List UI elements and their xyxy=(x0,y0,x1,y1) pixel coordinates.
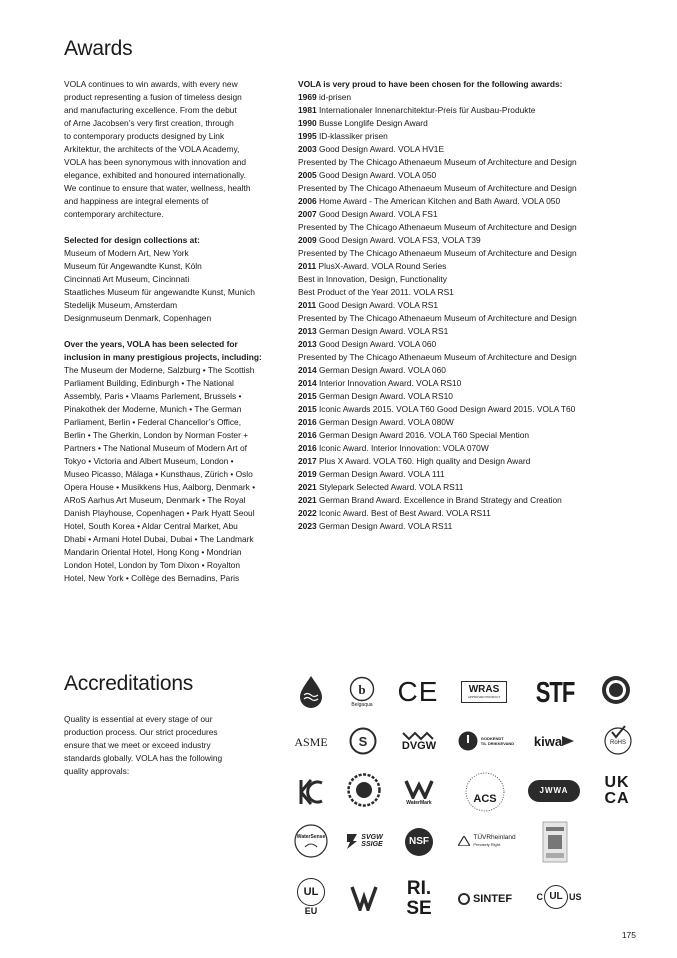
award-year: 2006 xyxy=(298,196,317,206)
awards-list-column xyxy=(298,78,638,533)
drinking-water-icon xyxy=(458,731,478,751)
rise-bottom: SE xyxy=(406,897,432,919)
ce-mark: CE xyxy=(397,676,439,707)
award-item xyxy=(298,169,638,182)
text-line: We continue to ensure that water, wellness, health xyxy=(64,183,251,193)
award-text: PlusX-Award. VOLA Round Series xyxy=(316,261,447,271)
award-text: Good Design Award. VOLA 060 xyxy=(316,339,437,349)
rating-label-logo xyxy=(540,820,570,864)
text-line: Museum of Modern Art, New York xyxy=(64,248,189,258)
certification-seal-icon xyxy=(601,675,631,705)
accreditations-title: Accreditations xyxy=(64,672,194,695)
text-line: Partners • The National Museum of Modern Art of xyxy=(64,443,247,453)
wras-logo xyxy=(461,681,507,703)
rohs-logo xyxy=(602,724,634,756)
tuv-label: TÜVRheinland xyxy=(473,834,516,842)
svg-text:S: S xyxy=(358,734,368,749)
kc-mark-icon xyxy=(298,777,324,807)
collections-heading: Selected for design collections at: xyxy=(64,235,200,245)
belgaqua-icon xyxy=(349,676,375,702)
award-text: Presented by The Chicago Athenaeum Museum of Architecture and Design xyxy=(298,157,577,167)
award-item xyxy=(298,416,638,429)
seal-logo xyxy=(600,674,632,706)
text-line: Stedelijk Museum, Amsterdam xyxy=(64,300,178,310)
watermark-logo xyxy=(398,776,440,808)
watersense-logo xyxy=(292,822,330,860)
text-line: inclusion in many prestigious projects, including: xyxy=(64,352,262,362)
tuv-sublabel: Precisely Right. xyxy=(473,841,502,847)
award-text: Good Design Award. VOLA 050 xyxy=(316,170,437,180)
text-line: Opera House • Musikkens Hus, Aalborg, Denmark • xyxy=(64,482,256,492)
award-year: 1981 xyxy=(298,105,317,115)
text-line: product representing a fusion of timeless design xyxy=(64,92,242,102)
stf-logo xyxy=(535,676,575,710)
award-year: 2016 xyxy=(298,417,317,427)
award-year: 1969 xyxy=(298,92,317,102)
award-item xyxy=(298,390,638,403)
kc-logo xyxy=(296,776,326,808)
text-line: London Hotel, London by Tom Dixon • Royalton xyxy=(64,560,240,570)
nsf-logo xyxy=(402,822,436,862)
award-text: Iconic Award. Best of Best Award. VOLA RS11 xyxy=(316,508,491,518)
award-text: Good Design Award. VOLA FS1 xyxy=(316,209,438,219)
dvgw-label: DVGW xyxy=(401,739,437,752)
award-year: 2014 xyxy=(298,365,317,375)
award-item xyxy=(298,247,638,260)
svg-text:b: b xyxy=(358,682,366,697)
award-text: German Design Award. VOLA 060 xyxy=(316,365,446,375)
award-item xyxy=(298,221,638,234)
award-text: Good Design Award. VOLA HV1E xyxy=(316,144,445,154)
stf-label: STF xyxy=(535,676,575,709)
text-line: Quality is essential at every stage of our xyxy=(64,714,213,724)
award-year: 2013 xyxy=(298,326,317,336)
text-line: elegance, exhibited and honoured internationally. xyxy=(64,170,246,180)
text-line: VOLA continues to win awards, with every new xyxy=(64,79,238,89)
text-line: to contemporary products designed by Link xyxy=(64,131,225,141)
text-line: quality approvals: xyxy=(64,766,130,776)
asme-label: ASME xyxy=(294,735,328,749)
award-text: ID-klassiker prisen xyxy=(316,131,388,141)
jwwa-label: JWWA xyxy=(539,786,569,795)
svgw-mark-icon xyxy=(345,832,359,850)
award-year: 2019 xyxy=(298,469,317,479)
text-line: Staatliches Museum für angewandte Kunst, Munich xyxy=(64,287,255,297)
godkendt-sublabel: TIL DRIKKEVAND xyxy=(480,740,515,746)
svgw-sublabel: SSIGE xyxy=(361,841,383,848)
projects-heading xyxy=(64,338,289,364)
award-text: Internationaler Innenarchitektur-Preis für Ausbau-Produkte xyxy=(316,105,536,115)
text-line: Cincinnati Art Museum, Cincinnati xyxy=(64,274,190,284)
award-year: 2015 xyxy=(298,391,317,401)
award-text: German Design Award. VOLA RS11 xyxy=(316,521,453,531)
text-line: Museo Picasso, Málaga • Kunsthaus, Zürich • Oslo xyxy=(64,469,253,479)
round-seal-logo xyxy=(346,772,382,808)
text-line: ARoS Aarhus Art Museum, Denmark • The Royal xyxy=(64,495,246,505)
ul-eu-label: EU xyxy=(304,906,318,916)
award-year: 2013 xyxy=(298,339,317,349)
award-text: Presented by The Chicago Athenaeum Museum of Architecture and Design xyxy=(298,352,577,362)
award-text: Best Product of the Year 2011. VOLA RS1 xyxy=(298,287,454,297)
ukca-bottom: CA xyxy=(604,790,630,807)
rise-top: RI. xyxy=(406,877,432,899)
water-supplies-icon xyxy=(350,885,378,911)
text-line: of Arne Jacobsen’s very first creation, through xyxy=(64,118,234,128)
tuv-triangle-icon xyxy=(458,836,470,846)
award-text: Home Award - The American Kitchen and Bath Award. VOLA 050 xyxy=(316,196,561,206)
award-year: 2022 xyxy=(298,508,317,518)
award-item xyxy=(298,182,638,195)
watersense-label: WaterSense xyxy=(296,833,326,840)
dvgw-wave-icon xyxy=(401,731,437,741)
jwwa-logo xyxy=(528,780,580,802)
award-item xyxy=(298,442,638,455)
rise-logo xyxy=(402,876,436,920)
watermark-label: WaterMark xyxy=(406,799,432,806)
water-supplies-logo xyxy=(346,880,382,916)
award-item xyxy=(298,481,638,494)
ul-eu-ul: UL xyxy=(303,885,319,898)
text-line: contemporary architecture. xyxy=(64,209,164,219)
award-item xyxy=(298,455,638,468)
award-item xyxy=(298,494,638,507)
award-text: Presented by The Chicago Athenaeum Museum of Architecture and Design xyxy=(298,183,577,193)
award-item xyxy=(298,91,638,104)
award-text: German Brand Award. Excellence in Brand Strategy and Creation xyxy=(316,495,562,505)
award-item xyxy=(298,286,638,299)
round-seal-icon xyxy=(347,773,381,807)
text-line: production process. Our strict procedures xyxy=(64,727,218,737)
ukca-logo xyxy=(600,774,634,808)
text-line: Over the years, VOLA has been selected for xyxy=(64,339,238,349)
wras-sublabel: APPROVED PRODUCT xyxy=(467,695,501,699)
sintef-logo xyxy=(452,890,518,908)
csa-icon xyxy=(349,727,377,755)
award-item xyxy=(298,208,638,221)
award-year: 1995 xyxy=(298,131,317,141)
text-line: Parliament, Berlin • Federal Chancellor’s Office, xyxy=(64,417,242,427)
rating-label-icon xyxy=(542,821,568,863)
text-line: Arkitektur, the architects of the VOLA Academy, xyxy=(64,144,240,154)
belgaqua-label: Belgaqua xyxy=(351,702,373,708)
text-line: Mandarin Oriental Hotel, Hong Kong • Mondrian xyxy=(64,547,242,557)
tuv-logo xyxy=(452,832,522,850)
text-line: Museum für Angewandte Kunst, Köln xyxy=(64,261,202,271)
award-item xyxy=(298,377,638,390)
water-drop-icon xyxy=(298,675,324,709)
award-item xyxy=(298,130,638,143)
acs-logo xyxy=(463,770,507,814)
award-year: 2011 xyxy=(298,261,317,271)
acs-label: ACS xyxy=(473,792,497,805)
text-line: standards globally. VOLA has the following xyxy=(64,753,223,763)
accreditations-text xyxy=(64,713,274,778)
cul-us: US xyxy=(568,891,582,902)
text-line: Pinakothek der Moderne, Munich • The German xyxy=(64,404,242,414)
dvgw-logo xyxy=(398,728,440,754)
award-text: Interior Innovation Award. VOLA RS10 xyxy=(316,378,462,388)
sintef-label: SINTEF xyxy=(472,892,513,905)
text-line: Hotel, New York • Collège des Bernadins, Paris xyxy=(64,573,240,583)
award-year: 2014 xyxy=(298,378,317,388)
ukca-top: UK xyxy=(604,774,630,791)
text-line: Tokyo • Victoria and Albert Museum, London • xyxy=(64,456,234,466)
award-item xyxy=(298,520,638,533)
award-year: 2015 xyxy=(298,404,317,414)
award-item xyxy=(298,403,638,416)
award-item xyxy=(298,104,638,117)
award-text: Presented by The Chicago Athenaeum Museum of Architecture and Design xyxy=(298,248,577,258)
award-text: Good Design Award. VOLA FS3, VOLA T39 xyxy=(316,235,481,245)
award-item xyxy=(298,312,638,325)
award-year: 2005 xyxy=(298,170,317,180)
godkendt-logo xyxy=(455,730,517,752)
award-year: 2003 xyxy=(298,144,317,154)
award-item xyxy=(298,364,638,377)
award-year: 2009 xyxy=(298,235,317,245)
award-year: 1990 xyxy=(298,118,317,128)
award-item xyxy=(298,117,638,130)
award-item xyxy=(298,260,638,273)
award-year: 2021 xyxy=(298,495,317,505)
award-year: 2011 xyxy=(298,300,317,310)
award-item xyxy=(298,195,638,208)
award-item xyxy=(298,429,638,442)
text-line: Danish Playhouse, Copenhagen • Park Hyatt Seoul xyxy=(64,508,255,518)
award-year: 2016 xyxy=(298,430,317,440)
text-line: Parliament Building, Edinburgh • The National xyxy=(64,378,234,388)
award-text: German Design Award. VOLA 111 xyxy=(316,469,445,479)
collections-list xyxy=(64,247,289,325)
text-line: The Museum der Moderne, Salzburg • The Scottish xyxy=(64,365,255,375)
rohs-label: RoHS xyxy=(609,740,626,746)
award-text: Busse Longlife Design Award xyxy=(316,118,428,128)
award-year: 2016 xyxy=(298,443,317,453)
water-drop-logo xyxy=(296,674,326,710)
awards-title: Awards xyxy=(64,37,133,60)
award-item xyxy=(298,338,638,351)
text-line: ensure that we meet or exceed industry xyxy=(64,740,211,750)
award-item xyxy=(298,325,638,338)
award-item xyxy=(298,507,638,520)
award-text: Presented by The Chicago Athenaeum Museum of Architecture and Design xyxy=(298,313,577,323)
award-item xyxy=(298,299,638,312)
award-year: 2017 xyxy=(298,456,317,466)
text-line: Berlin • The Gherkin, London by Norman Foster + xyxy=(64,430,249,440)
belgaqua-logo xyxy=(346,674,378,710)
cul-ul: UL xyxy=(549,891,563,902)
award-text: id-prisen xyxy=(316,92,352,102)
svgw-label: SVGW xyxy=(361,834,383,841)
award-text: Plus X Award. VOLA T60. High quality and Design Award xyxy=(316,456,531,466)
awards-list-heading: VOLA is very proud to have been chosen for the following awards: xyxy=(298,79,563,89)
award-item xyxy=(298,234,638,247)
award-year: 2023 xyxy=(298,521,317,531)
text-line: and happiness are integral elements of xyxy=(64,196,209,206)
svgw-logo xyxy=(342,828,386,854)
award-text: German Design Award. VOLA 080W xyxy=(316,417,454,427)
award-text: Stylepark Selected Award. VOLA RS11 xyxy=(316,482,464,492)
award-text: Iconic Award. Interior Innovation: VOLA 070W xyxy=(316,443,489,453)
text-line: VOLA has been synonymous with innovation and xyxy=(64,157,247,167)
nsf-label: NSF xyxy=(409,836,429,847)
cul-us-logo xyxy=(534,882,584,912)
award-text: Presented by The Chicago Athenaeum Museum of Architecture and Design xyxy=(298,222,577,232)
ce-logo xyxy=(398,676,438,708)
page-number: 175 xyxy=(621,930,636,940)
awards-intro xyxy=(64,78,289,221)
awards-intro-column xyxy=(64,78,289,585)
text-line: and manufacturing excellence. From the debut xyxy=(64,105,237,115)
award-year: 2021 xyxy=(298,482,317,492)
projects-list xyxy=(64,364,289,585)
text-line: Dhabi • Armani Hotel Dubai, Dubai • The Landmark xyxy=(64,534,254,544)
award-text: German Design Award 2016. VOLA T60 Special Mention xyxy=(316,430,530,440)
award-text: Best in Innovation, Design, Functionality xyxy=(298,274,447,284)
asme-logo xyxy=(290,728,332,756)
award-item xyxy=(298,143,638,156)
cul-c: C xyxy=(536,891,543,902)
awards-list xyxy=(298,91,638,533)
wras-label: WRAS xyxy=(468,684,500,695)
acs-ring-icon xyxy=(464,771,506,813)
ul-eu-logo xyxy=(294,876,328,918)
kiwa-logo xyxy=(530,730,578,752)
kiwa-label: kiwa xyxy=(533,733,563,749)
sintef-icon xyxy=(458,893,470,905)
award-text: German Design Award. VOLA RS1 xyxy=(316,326,449,336)
award-item xyxy=(298,351,638,364)
award-text: Iconic Awards 2015. VOLA T60 Good Design Award 2015. VOLA T60 xyxy=(316,404,576,414)
kiwa-arrow-icon xyxy=(562,736,574,746)
watermark-w-icon xyxy=(404,779,434,799)
award-item xyxy=(298,156,638,169)
award-text: German Design Award. VOLA RS10 xyxy=(316,391,453,401)
text-line: Designmuseum Denmark, Copenhagen xyxy=(64,313,212,323)
award-text: Good Design Award. VOLA RS1 xyxy=(316,300,438,310)
watersense-icon xyxy=(293,823,329,859)
award-year: 2007 xyxy=(298,209,317,219)
award-item xyxy=(298,468,638,481)
godkendt-label: GODKENDT xyxy=(480,735,504,741)
award-item xyxy=(298,273,638,286)
csa-logo xyxy=(348,726,378,756)
text-line: Hotel, South Korea • Aldar Central Market, Abu xyxy=(64,521,238,531)
text-line: Assembly, Paris • Vlaams Parlement, Brussels • xyxy=(64,391,242,401)
